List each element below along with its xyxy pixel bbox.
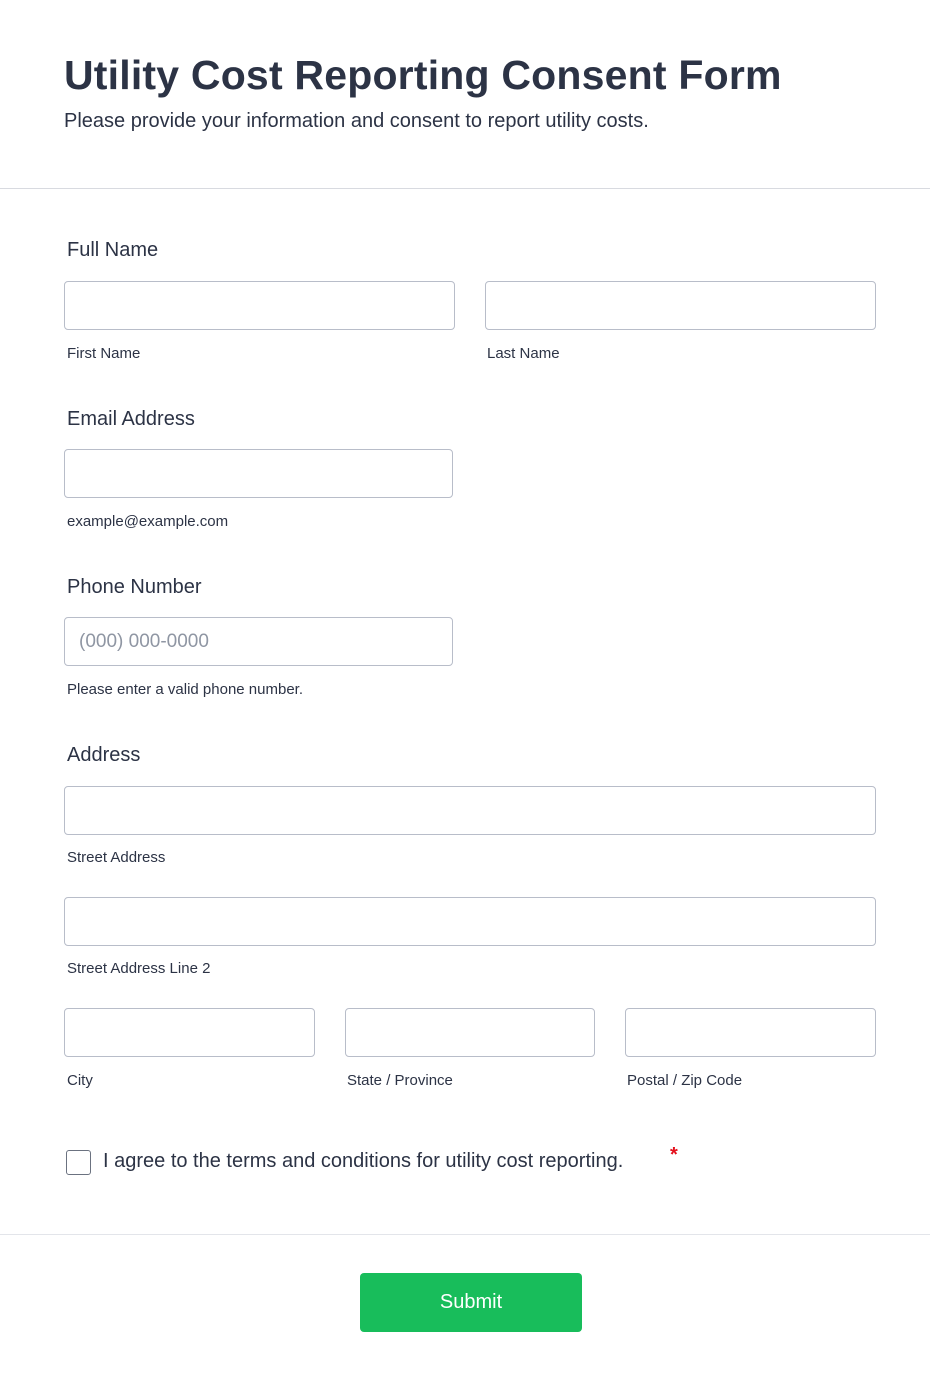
postal-code-input[interactable]	[625, 1008, 876, 1057]
consent-label[interactable]: I agree to the terms and conditions for utility cost reporting.	[103, 1150, 624, 1172]
last-name-sublabel: Last Name	[487, 345, 560, 362]
last-name-input[interactable]	[485, 281, 876, 330]
consent-checkbox[interactable]	[66, 1150, 91, 1175]
state-sublabel: State / Province	[347, 1072, 453, 1089]
email-sublabel: example@example.com	[67, 513, 229, 530]
address-label: Address	[67, 744, 141, 766]
state-input[interactable]	[345, 1008, 595, 1057]
page-subtitle: Please provide your information and consent to report utility costs.	[64, 110, 649, 132]
email-field[interactable]	[64, 449, 453, 498]
phone-label: Phone Number	[67, 576, 202, 598]
email-label: Email Address	[67, 408, 195, 430]
first-name-input[interactable]	[64, 281, 455, 330]
page-title: Utility Cost Reporting Consent Form	[64, 52, 782, 98]
street-address-input[interactable]	[64, 786, 876, 835]
full-name-label: Full Name	[67, 239, 159, 261]
city-sublabel: City	[67, 1072, 93, 1089]
street-address-line2-input[interactable]	[64, 897, 876, 946]
required-asterisk: *	[670, 1144, 678, 1166]
street-address-line2-sublabel: Street Address Line 2	[67, 960, 211, 977]
first-name-sublabel: First Name	[67, 345, 141, 362]
form-header	[0, 0, 930, 189]
submit-button[interactable]: Submit	[360, 1273, 582, 1332]
postal-code-sublabel: Postal / Zip Code	[627, 1072, 743, 1089]
city-input[interactable]	[64, 1008, 315, 1057]
street-address-sublabel: Street Address	[67, 849, 166, 866]
phone-input[interactable]	[64, 617, 453, 666]
phone-sublabel: Please enter a valid phone number.	[67, 681, 303, 698]
